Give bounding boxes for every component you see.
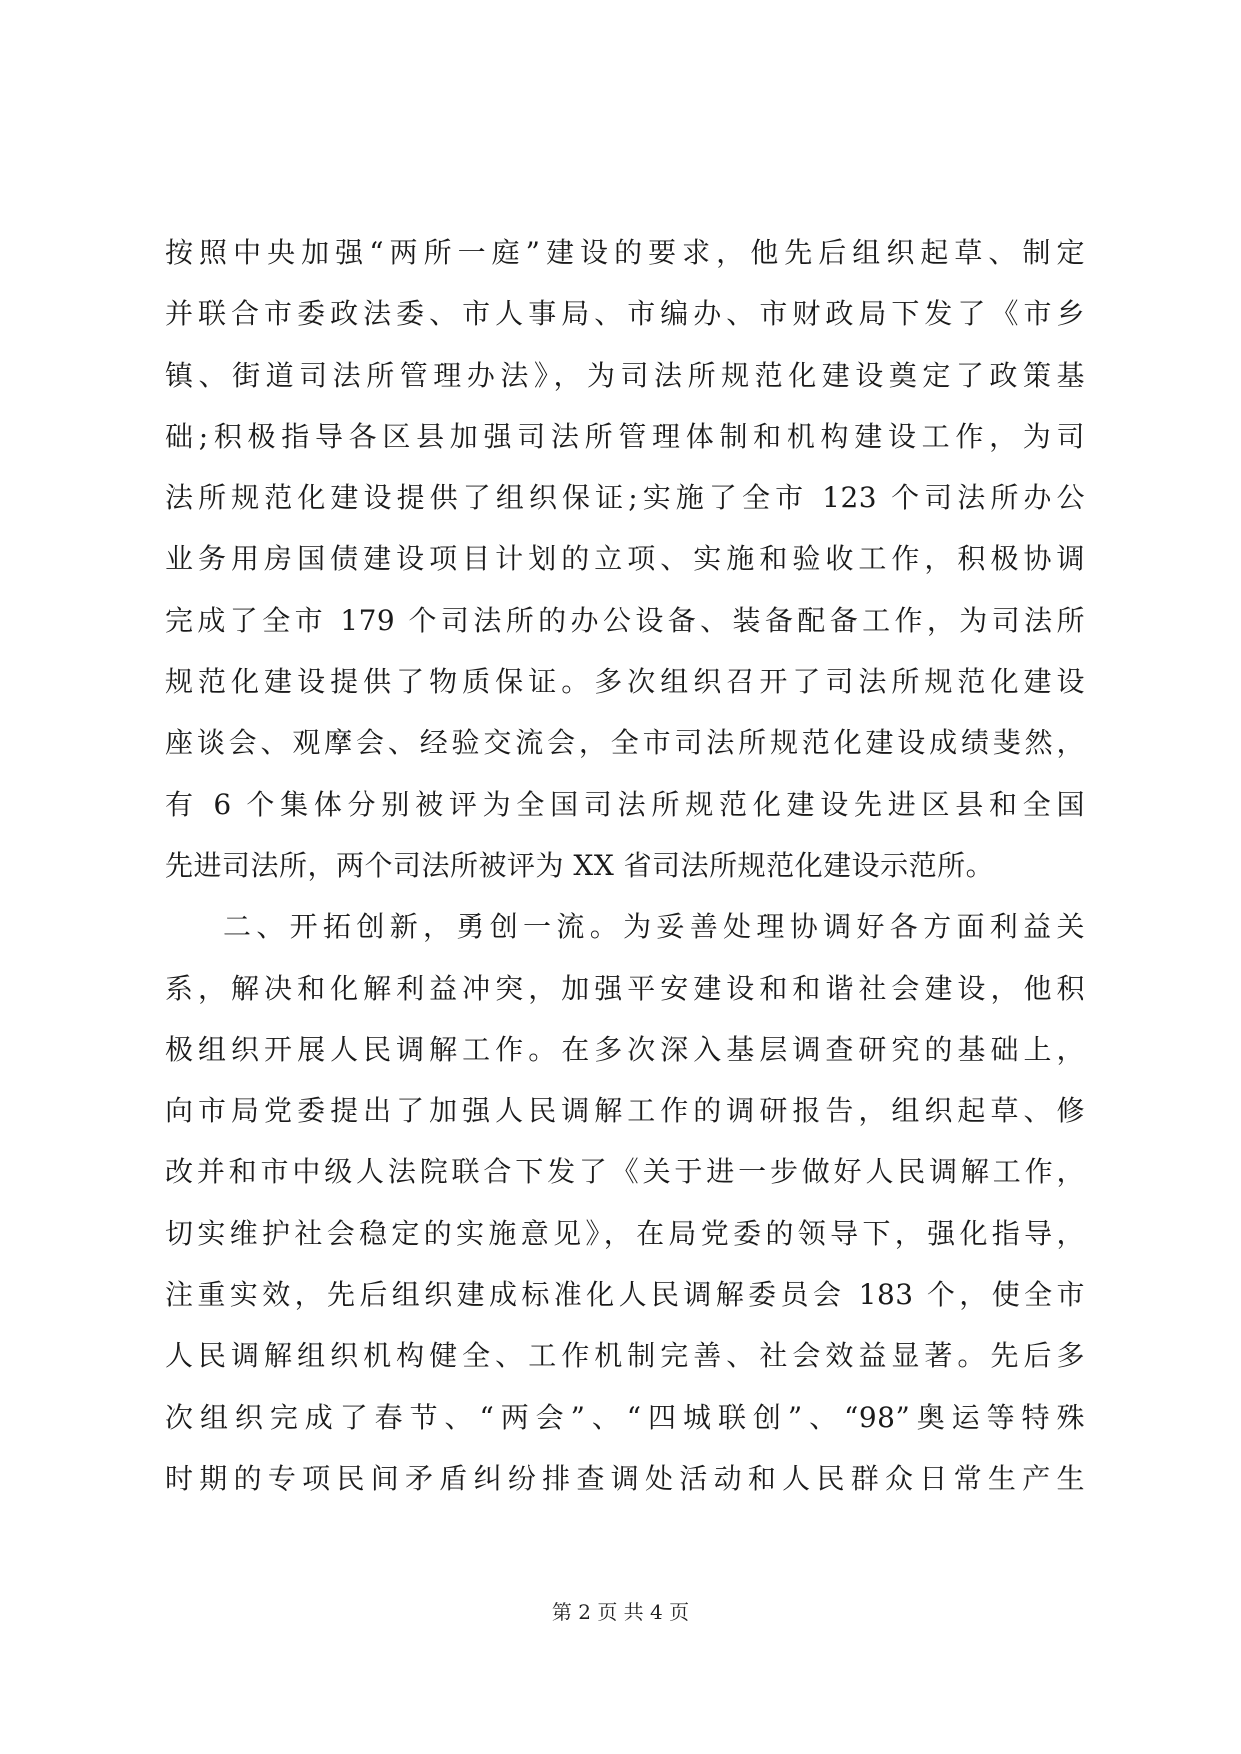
text-line: 座谈会、观摩会、经验交流会，全市司法所规范化建设成绩斐然，: [165, 726, 1085, 760]
page-number-footer: 第 2 页 共 4 页: [551, 1600, 690, 1624]
text-line: 人民调解组织机构健全、工作机制完善、社会效益显著。先后多: [165, 1339, 1085, 1373]
text-line: 法所规范化建设提供了组织保证;实施了全市 123 个司法所办公: [165, 481, 1085, 515]
text-line: 础;积极指导各区县加强司法所管理体制和机构建设工作，为司: [165, 419, 1085, 453]
text-line: 二、开拓创新，勇创一流。为妥善处理协调好各方面利益关: [223, 910, 1085, 944]
text-line: 完成了全市 179 个司法所的办公设备、装备配备工作，为司法所: [165, 603, 1085, 637]
text-line: 按照中央加强“两所一庭”建设的要求，他先后组织起草、制定: [165, 236, 1085, 269]
text-line: 并联合市委政法委、市人事局、市编办、市财政局下发了《市乡: [165, 297, 1085, 331]
text-line: 系，解决和化解利益冲突，加强平安建设和和谐社会建设，他积: [165, 971, 1085, 1005]
body-text: [165, 222, 1085, 1509]
text-line: 规范化建设提供了物质保证。多次组织召开了司法所规范化建设: [165, 665, 1085, 699]
text-line: 极组织开展人民调解工作。在多次深入基层调查研究的基础上，: [165, 1032, 1085, 1066]
text-line: 业务用房国债建设项目计划的立项、实施和验收工作，积极协调: [165, 542, 1085, 576]
text-line: 次组织完成了春节、“两会”、“四城联创”、“98”奥运等特殊: [165, 1400, 1085, 1434]
text-line: 向市局党委提出了加强人民调解工作的调研报告，组织起草、修: [165, 1094, 1085, 1128]
text-line: 有 6 个集体分别被评为全国司法所规范化建设先进区县和全国: [165, 787, 1085, 821]
text-line: 镇、街道司法所管理办法》，为司法所规范化建设奠定了政策基: [165, 358, 1085, 392]
text-line: 时期的专项民间矛盾纠纷排查调处活动和人民群众日常生产生: [165, 1461, 1085, 1495]
text-line: 先进司法所，两个司法所被评为 XX 省司法所规范化建设示范所。: [165, 848, 995, 882]
text-line: 改并和市中级人法院联合下发了《关于进一步做好人民调解工作，: [165, 1155, 1085, 1189]
text-line: 注重实效，先后组织建成标准化人民调解委员会 183 个，使全市: [165, 1278, 1085, 1312]
text-line: 切实维护社会稳定的实施意见》，在局党委的领导下，强化指导，: [165, 1216, 1085, 1250]
